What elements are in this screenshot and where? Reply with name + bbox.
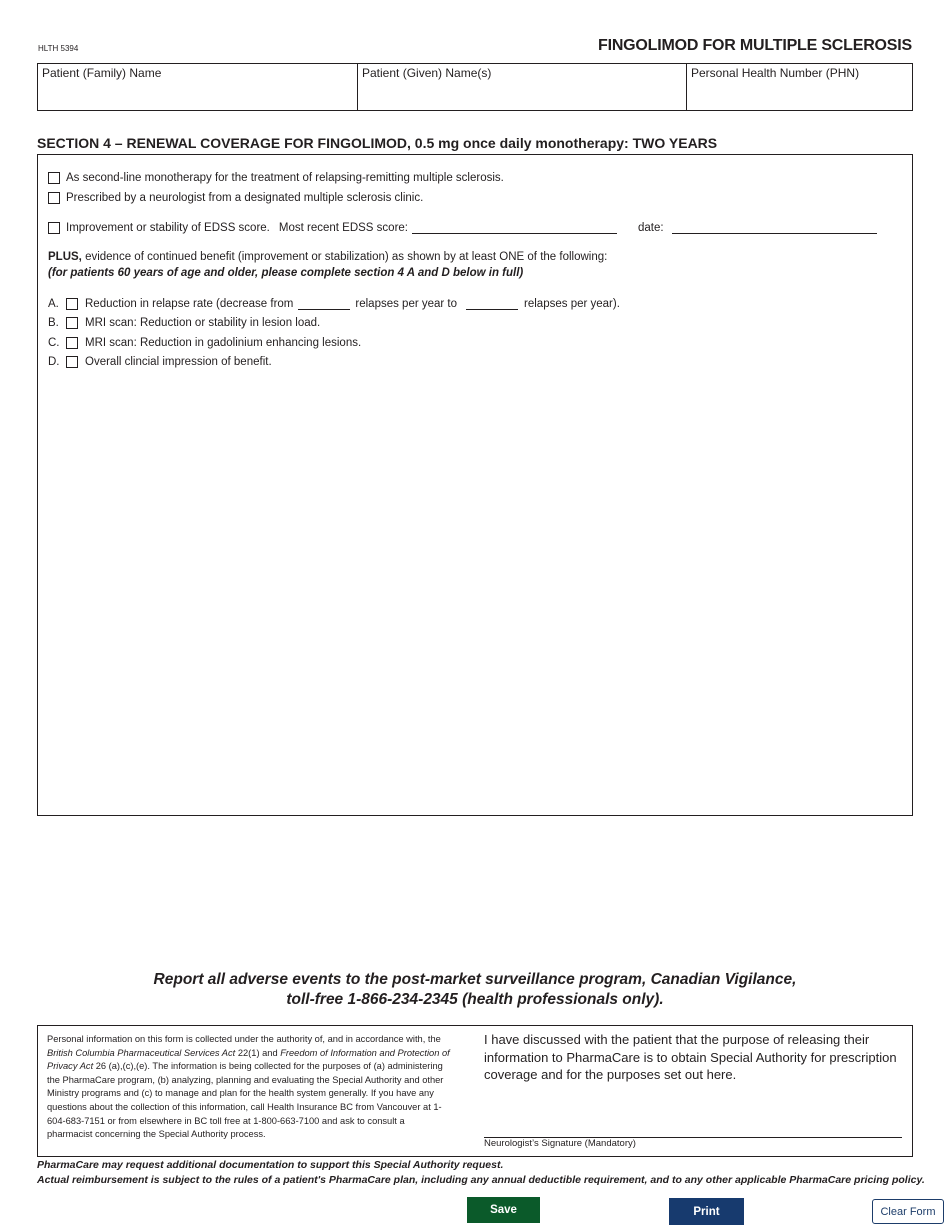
criterion-neurologist-checkbox[interactable] <box>48 192 60 204</box>
patient-given-name-field[interactable] <box>357 64 686 110</box>
option-b <box>48 317 320 329</box>
criterion-neurologist-label: Prescribed by a neurologist from a designated multiple sclerosis clinic. <box>66 192 424 204</box>
relapses-from-input[interactable] <box>298 299 350 310</box>
option-c-checkbox[interactable] <box>66 337 78 349</box>
privacy-act-2: Freedom of Information and Protection of Privacy Act <box>47 1047 450 1072</box>
privacy-statement <box>47 1033 452 1142</box>
criterion-second-line-checkbox[interactable] <box>48 172 60 184</box>
privacy-text-3: 26 (a),(c),(e). The information is being collected for the purposes of (a) administering the PharmaCare program, (b) analyzing, planning and evaluating the Special Authority and other Ministry programs and (c) to manage and plan for the health system generally. If you have any questions about the collection of this information, call Health Insurance BC from Vancouver at 1-604-683-7151 or from elsewhere in BC toll free at 1-800-663-7100 and ask to consult a pharmacist concerning the Special Authority process. <box>47 1061 444 1140</box>
option-b-text: MRI scan: Reduction or stability in lesion load. <box>85 317 321 329</box>
criterion-second-line <box>48 172 504 184</box>
form-code: HLTH 5394 <box>38 44 79 53</box>
option-a-text-1: Reduction in relapse rate (decrease from <box>85 298 294 310</box>
edss-date-input[interactable] <box>672 223 877 234</box>
phn-label: Personal Health Number (PHN) <box>691 66 860 80</box>
option-b-checkbox[interactable] <box>66 317 78 329</box>
patient-given-name-label: Patient (Given) Name(s) <box>362 66 492 80</box>
option-a-text-2: relapses per year to <box>355 298 458 310</box>
criterion-edss <box>48 222 877 234</box>
page-title: FINGOLIMOD FOR MULTIPLE SCLEROSIS <box>598 37 912 54</box>
adverse-events-notice <box>0 970 950 1010</box>
option-a <box>48 298 620 310</box>
criterion-second-line-label: As second-line monotherapy for the treatment of relapsing-remitting multiple sclerosis. <box>66 172 504 184</box>
edss-date-label: date: <box>638 222 664 234</box>
option-d-checkbox[interactable] <box>66 356 78 368</box>
edss-score-input[interactable] <box>412 223 617 234</box>
option-a-text-3: relapses per year). <box>524 298 620 310</box>
option-a-letter: A. <box>48 298 59 310</box>
phn-field[interactable] <box>686 64 912 110</box>
criterion-neurologist <box>48 192 423 204</box>
privacy-text-2: 22(1) and <box>235 1047 281 1058</box>
section-4-box <box>37 154 913 816</box>
patient-info-box <box>37 63 913 111</box>
criterion-edss-checkbox[interactable] <box>48 222 60 234</box>
option-c <box>48 337 361 349</box>
print-button[interactable]: Print <box>669 1198 744 1225</box>
option-c-text: MRI scan: Reduction in gadolinium enhancing lesions. <box>85 337 362 349</box>
option-d-text: Overall clincial impression of benefit. <box>85 356 272 368</box>
plus-description: evidence of continued benefit (improvement or stabilization) as shown by at least ONE of the following: <box>81 251 608 263</box>
option-d-letter: D. <box>48 356 60 368</box>
section-4-heading-rest: 0.5 mg once daily monotherapy: TWO YEARS <box>410 135 718 151</box>
relapses-to-input[interactable] <box>466 299 518 310</box>
patient-family-name-label: Patient (Family) Name <box>42 66 162 80</box>
criterion-edss-label: Improvement or stability of EDSS score. <box>66 222 270 234</box>
privacy-consent-box <box>37 1025 913 1157</box>
patient-family-name-field[interactable] <box>38 64 357 110</box>
option-a-checkbox[interactable] <box>66 298 78 310</box>
adverse-events-line-1: Report all adverse events to the post-market surveillance program, Canadian Vigilance, <box>153 971 797 988</box>
adverse-events-line-2: toll-free 1-866-234-2345 (health professionals only). <box>286 991 664 1008</box>
section-4-heading <box>37 135 717 151</box>
plus-note: (for patients 60 years of age and older, please complete section 4 A and D below in full) <box>48 267 524 279</box>
option-c-letter: C. <box>48 337 60 349</box>
option-b-letter: B. <box>48 317 59 329</box>
section-4-heading-bold: SECTION 4 – RENEWAL COVERAGE FOR FINGOLIMOD, <box>37 135 411 151</box>
consent-statement: I have discussed with the patient that the purpose of releasing their information to PharmaCare is to obtain Special Authority for prescription coverage and for the purposes set out here. <box>484 1032 897 1082</box>
plus-evidence-text <box>48 251 607 263</box>
footer-note-2: Actual reimbursement is subject to the rules of a patient's PharmaCare plan, including any annual deductible requirement, and to any other applicable PharmaCare pricing policy. <box>37 1174 925 1186</box>
privacy-text-1: Personal information on this form is collected under the authority of, and in accordance with, the <box>47 1034 441 1044</box>
edss-score-label: Most recent EDSS score: <box>278 222 408 234</box>
plus-label: PLUS, <box>48 251 82 263</box>
signature-label: Neurologist’s Signature (Mandatory) <box>484 1138 636 1149</box>
footer-note-1: PharmaCare may request additional documentation to support this Special Authority request. <box>37 1159 504 1171</box>
privacy-act-1: British Columbia Pharmaceutical Services Act <box>47 1047 236 1058</box>
save-button[interactable]: Save <box>467 1197 540 1223</box>
option-d <box>48 356 272 368</box>
clear-form-button[interactable]: Clear Form <box>872 1199 944 1224</box>
